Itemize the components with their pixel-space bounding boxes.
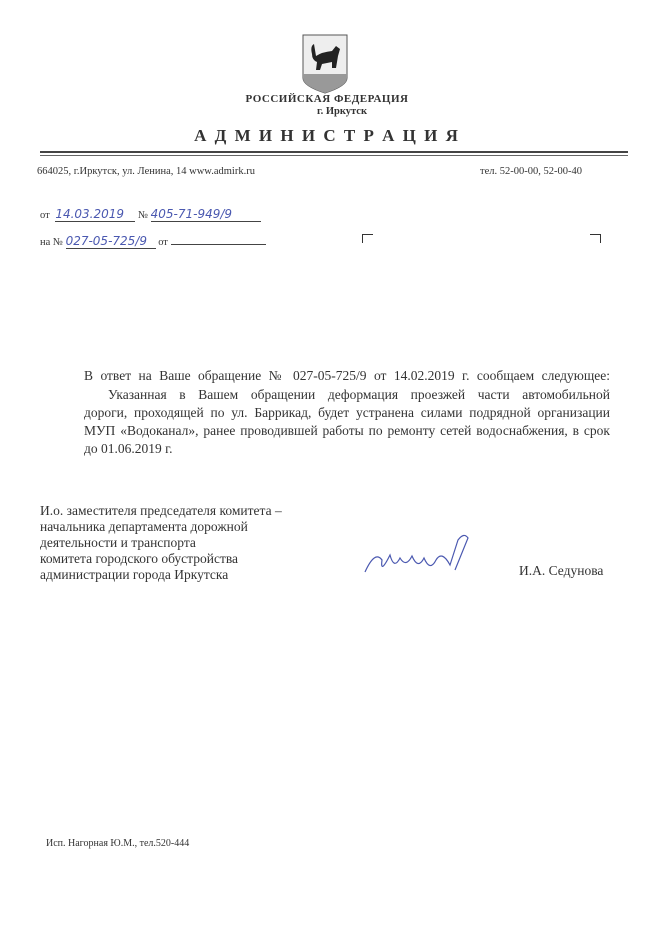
signatory-name: И.А. Седунова	[519, 563, 604, 578]
body-line: В ответ на Ваше обращение № 027-05-725/9 от 14.02.2019 г. сообщаем следующее:	[84, 368, 610, 383]
number-label: №	[137, 210, 148, 221]
signatory-position: начальника департамента дорожной	[40, 519, 248, 534]
body-line: до 01.06.2019 г.	[84, 441, 173, 456]
reply-label: на №	[40, 237, 63, 248]
country-name: РОССИЙСКАЯ ФЕДЕРАЦИЯ	[245, 93, 409, 105]
handwritten-signature	[360, 530, 480, 580]
coat-of-arms-emblem	[302, 34, 348, 94]
signatory-position: комитета городского обустройства	[40, 551, 239, 566]
address: 664025, г.Иркутск, ул. Ленина, 14 www.admirk.ru	[37, 166, 255, 177]
addressee-corner-right	[590, 234, 601, 243]
outgoing-date: 14.03.2019	[55, 207, 125, 221]
phone: тел. 52-00-00, 52-00-40	[480, 166, 582, 177]
body-line: МУП «Водоканал», ранее проводившей работы по ремонту сетей водоснабжения, в срок	[84, 423, 610, 438]
city-name: г. Иркутск	[317, 106, 367, 117]
addressee-corner-left	[362, 234, 373, 243]
reply-from-label: от	[158, 237, 168, 248]
org-title: А Д М И Н И С Т Р А Ц И Я	[194, 126, 460, 145]
reply-number: 027-05-725/9	[65, 234, 147, 248]
executor-info: Исп. Нагорная Ю.М., тел.520-444	[46, 838, 190, 849]
outgoing-number: 405-71-949/9	[150, 207, 233, 221]
header-divider	[40, 151, 628, 156]
body-line: дороги, проходящей по ул. Баррикад, будет устранена силами подрядной организации	[84, 405, 610, 420]
ref-reply-row	[40, 234, 266, 249]
from-label: от	[40, 210, 50, 221]
ref-date-row	[40, 207, 261, 222]
signatory-position: деятельности и транспорта	[40, 535, 196, 550]
body-line: Указанная в Вашем обращении деформация проезжей части автомобильной	[108, 387, 610, 402]
signatory-position: И.о. заместителя председателя комитета –	[40, 503, 282, 518]
signatory-position: администрации города Иркутска	[40, 567, 229, 582]
